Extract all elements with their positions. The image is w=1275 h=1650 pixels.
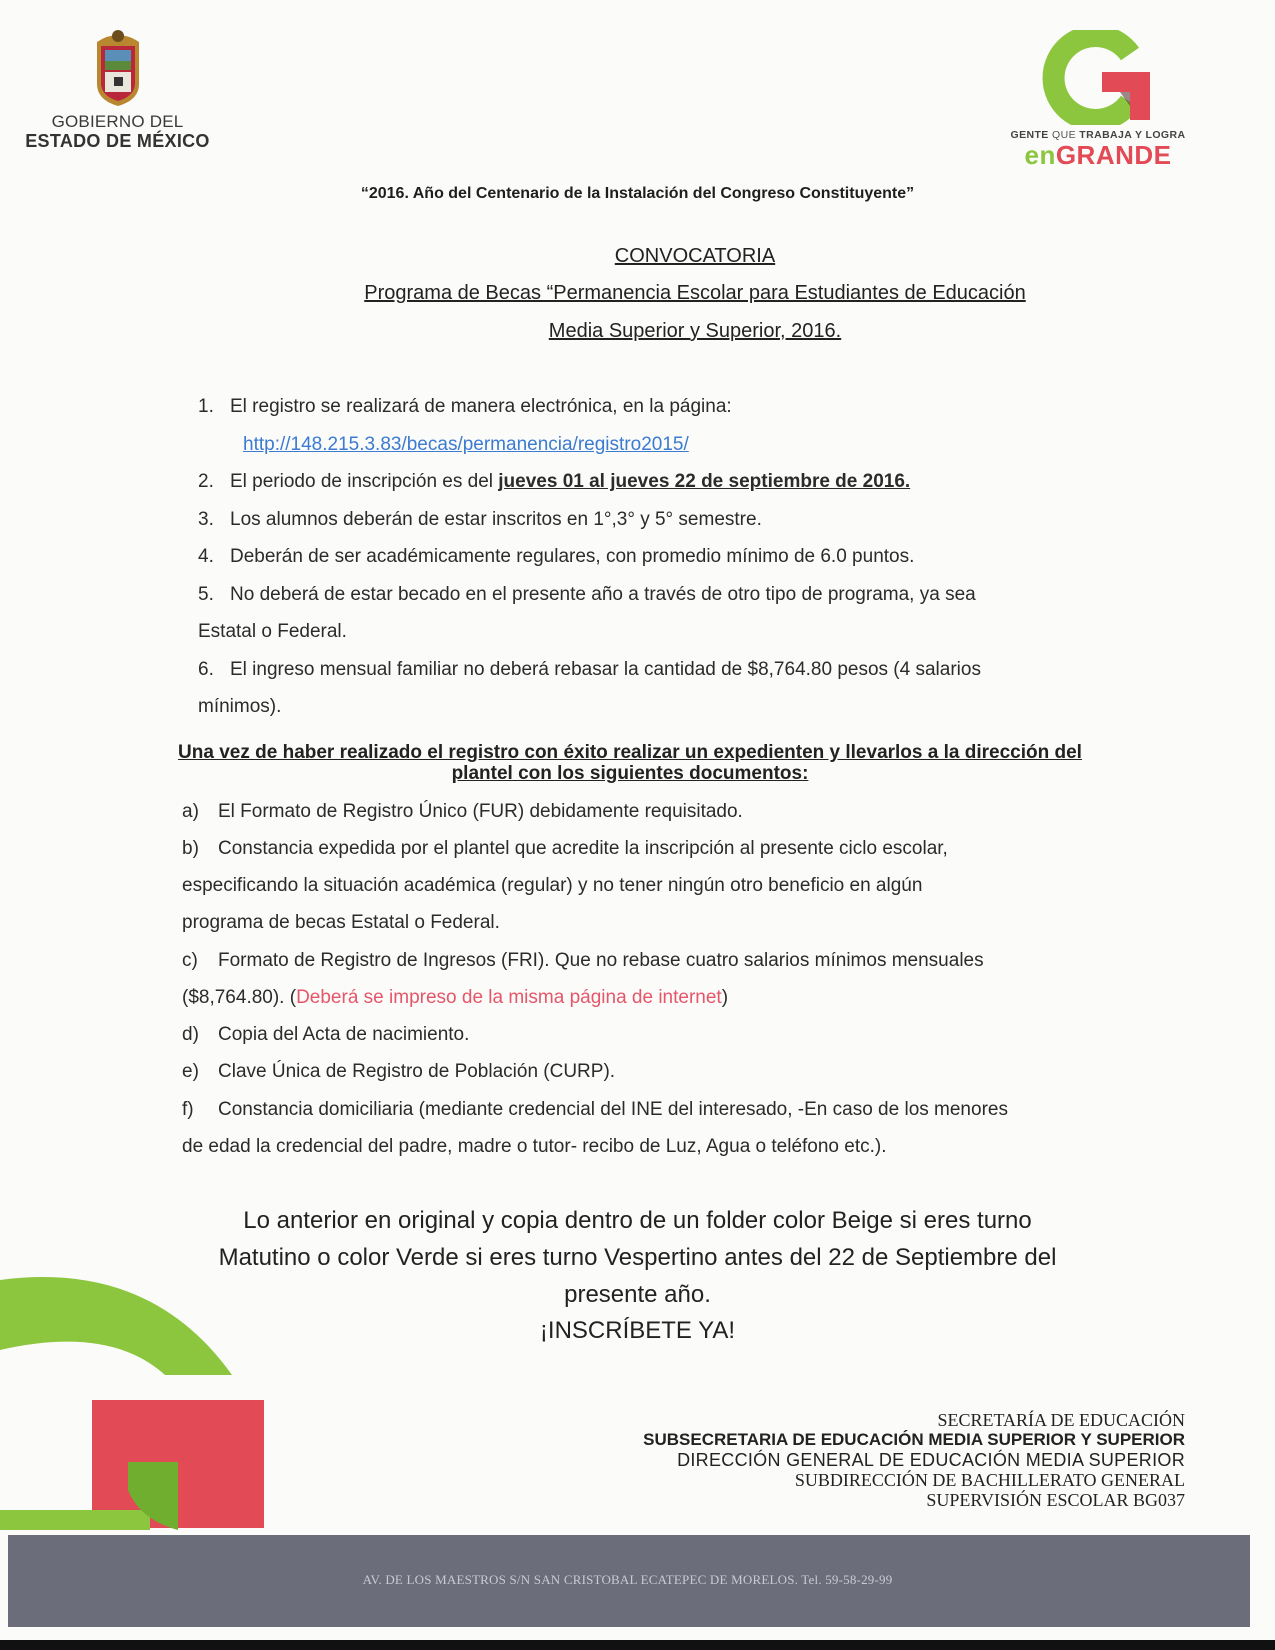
item-text: No deberá de estar becado en el presente año a través de otro tipo de programa, ya sea [230,584,976,605]
document-item [182,951,984,971]
coat-of-arms-icon [89,28,147,108]
engrande-wordmark [993,142,1203,168]
requirement-item [198,472,910,492]
closing-paren: ) [721,987,729,1008]
closing-line3: presente año. [564,1281,711,1308]
item-number: 5. [198,584,214,605]
document-item-continuation: de edad la credencial del padre, madre o tutor- recibo de Luz, Agua o teléfono etc.). [182,1136,887,1157]
item-text: Constancia domiciliaria (mediante credencial del INE del interesado, -En caso de los menores [218,1099,1008,1120]
item-letter: a) [182,801,199,822]
item-text: El Formato de Registro Único (FUR) debidamente requisitado. [218,801,743,822]
item-text: El registro se realizará de manera electrónica, en la página: [230,396,732,417]
registration-period: jueves 01 al jueves 22 de septiembre de 2016. [498,471,911,492]
item-number: 1. [198,396,214,417]
item-text: Deberán de ser académicamente regulares, con promedio mínimo de 6.0 puntos. [230,546,915,567]
engrande-logo [993,30,1203,168]
gov-logo-line2: ESTADO DE MÉXICO [25,131,210,151]
document-item [182,1100,1008,1120]
item-text: Los alumnos deberán de estar inscritos en 1°,3° y 5° semestre. [230,509,762,530]
item-text: El ingreso mensual familiar no deberá rebasar la cantidad de $8,764.80 pesos (4 salarios [230,659,981,680]
item-text: Clave Única de Registro de Población (CURP). [218,1061,616,1082]
amount-text: ($8,764.80). ( [182,987,297,1008]
requirement-item-continuation: Estatal o Federal. [198,621,347,642]
footer-address: AV. DE LOS MAESTROS S/N SAN CRISTOBAL ECATEPEC DE MORELOS. Tel. 59-58-29-99 [362,1572,893,1587]
closing-line2: Matutino o color Verde si eres turno Vespertino antes del 22 de Septiembre del [218,1244,1057,1271]
requirement-item [198,547,914,567]
requirement-item [198,660,981,680]
gov-logo-line1: GOBIERNO DEL [51,112,184,131]
scan-edge [0,1640,1275,1650]
item-letter: c) [182,950,198,971]
document-item [182,802,743,822]
item-letter: b) [182,838,199,859]
year-slogan: “2016. Año del Centenario de la Instalación del Congreso Constituyente” [360,185,915,202]
document-item [182,839,948,859]
tagline-rest: TRABAJA Y LOGRA [1079,129,1186,141]
requirement-item [198,585,976,605]
brand-grande: GRANDE [1055,140,1172,170]
requirement-item-continuation: mínimos). [198,696,282,717]
program-title-line1: Programa de Becas “Permanencia Escolar para Estudiantes de Educación [364,282,1026,304]
gobierno-estado-mexico-logo [10,28,225,151]
tagline-que: QUE [1048,129,1080,141]
instruction-heading [80,742,1180,784]
item-letter: d) [182,1024,199,1045]
program-title-line2: Media Superior y Superior, 2016. [548,320,842,342]
requirement-item [198,510,762,530]
g-mark-icon [993,30,1203,125]
requirement-item [198,397,732,417]
item-letter: e) [182,1061,199,1082]
signature-line1: SECRETARÍA DE EDUCACIÓN [937,1410,1185,1430]
signature-line5: SUPERVISIÓN ESCOLAR BG037 [926,1490,1185,1510]
document-item [182,1062,615,1082]
item-number: 6. [198,659,214,680]
document-item [182,1025,469,1045]
item-text: El periodo de inscripción es del [230,471,499,492]
registration-link[interactable]: http://148.215.3.83/becas/permanencia/registro2015/ [243,434,689,455]
item-text: Copia del Acta de nacimiento. [218,1024,470,1045]
item-number: 2. [198,471,214,492]
brand-en: en [1024,140,1056,170]
item-text: Constancia expedida por el plantel que acredite la inscripción al presente ciclo escolar, [218,838,948,859]
signature-block [643,1410,1185,1510]
instruction-line2: plantel con los siguientes documentos: [451,763,809,784]
document-item-continuation: especificando la situación académica (regular) y no tener ningún otro beneficio en algún [182,875,923,896]
item-number: 4. [198,546,214,567]
tagline-gente: GENTE [1010,129,1049,141]
signature-line4: SUBDIRECCIÓN DE BACHILLERATO GENERAL [794,1470,1185,1490]
item-text: Formato de Registro de Ingresos (FRI). Que no rebase cuatro salarios mínimos mensuales [218,950,984,971]
signature-line3: DIRECCIÓN GENERAL DE EDUCACIÓN MEDIA SUPERIOR [677,1450,1185,1470]
signature-line2: SUBSECRETARIA DE EDUCACIÓN MEDIA SUPERIOR Y SUPERIOR [643,1430,1185,1449]
call-to-action: ¡INSCRÍBETE YA! [539,1317,736,1344]
instruction-line1: Una vez de haber realizado el registro con éxito realizar un expedienten y llevarlos a la dirección del [178,742,1082,763]
closing-line1: Lo anterior en original y copia dentro de un folder color Beige si eres turno [243,1207,1032,1234]
item-number: 3. [198,509,214,530]
item-letter: f) [182,1099,194,1120]
document-item-continuation [182,988,728,1008]
page-title: CONVOCATORIA [614,245,776,267]
document-item-continuation: programa de becas Estatal o Federal. [182,912,500,933]
print-note: Deberá se impreso de la misma página de internet [296,987,722,1008]
